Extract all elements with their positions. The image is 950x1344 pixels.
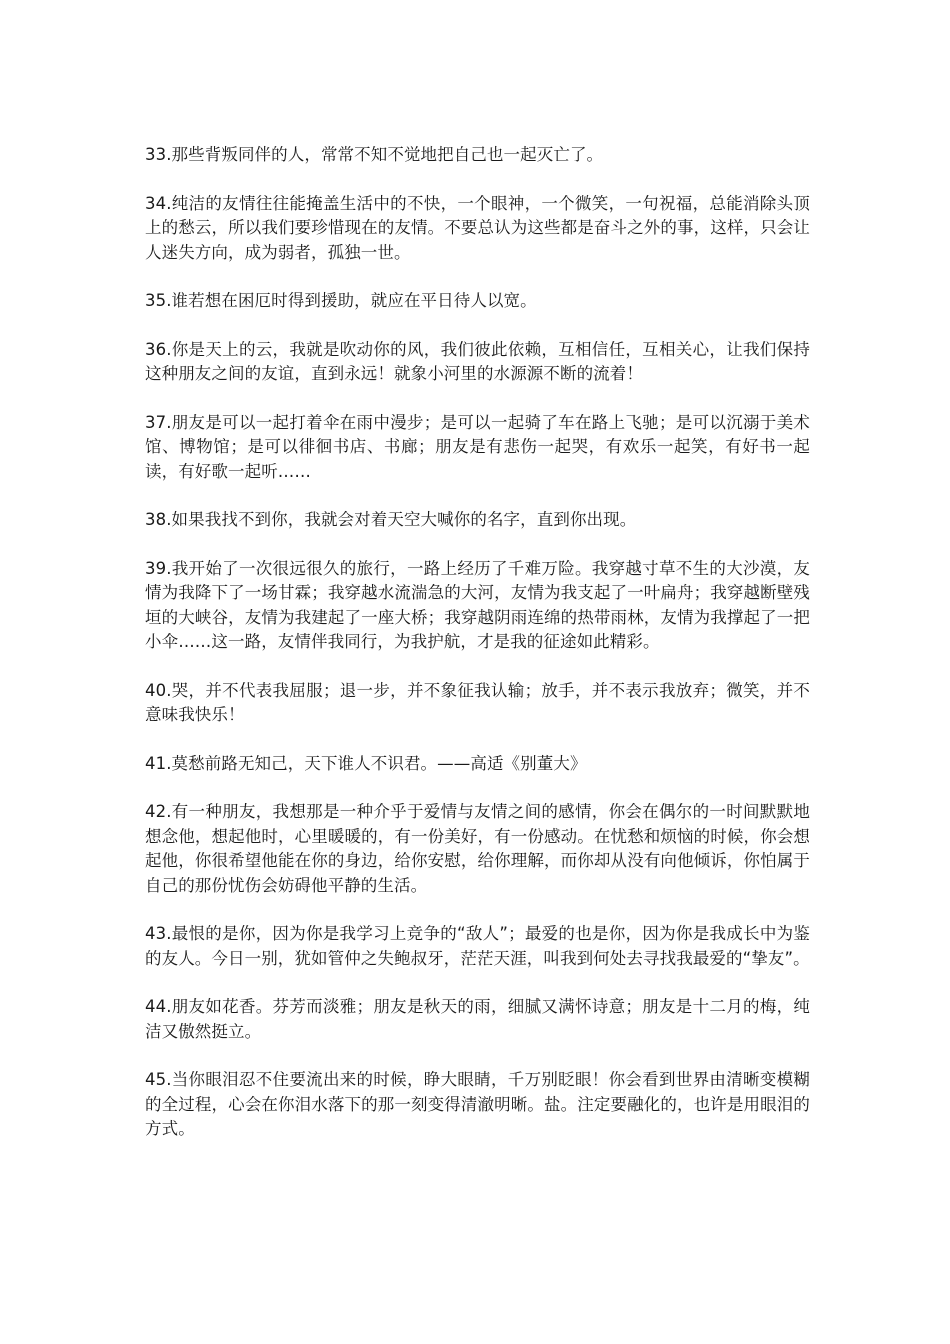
paragraph-35: 35.谁若想在困厄时得到援助，就应在平日待人以宽。 (145, 291, 537, 310)
paragraph-38: 38.如果我找不到你，我就会对着天空大喊你的名字，直到你出现。 (145, 510, 637, 529)
paragraph-45: 45.当你眼泪忍不住要流出来的时候，睁大眼睛，千万别眨眼！你会看到世界由清晰变模糊的全过程，心会在你泪水落下的那一刻变得清澈明晰。盐。注定要融化的，也许是用眼泪的方式。 (145, 1070, 810, 1138)
paragraph-41: 41.莫愁前路无知己，天下谁人不识君。——高适《别董大》 (145, 753, 587, 773)
paragraph-37: 37.朋友是可以一起打着伞在雨中漫步；是可以一起骑了车在路上飞驰；是可以沉溺于美术馆、博物馆；是可以徘徊书店、书廊；朋友是有悲伤一起哭，有欢乐一起笑，有好书一起读，有好歌一起听…… (145, 412, 810, 481)
document-page (145, 143, 810, 1166)
paragraph-34: 34.纯洁的友情往往能掩盖生活中的不快，一个眼神，一个微笑，一句祝福，总能消除头顶上的愁云，所以我们要珍惜现在的友情。不要总认为这些都是奋斗之外的事，这样，只会让人迷失方向，成为弱者，孤独一世。 (145, 193, 810, 262)
paragraph-36: 36.你是天上的云，我就是吹动你的风，我们彼此依赖，互相信任，互相关心，让我们保持这种朋友之间的友谊，直到永远！就象小河里的水源源不断的流着！ (145, 339, 810, 383)
paragraph-42: 42.有一种朋友，我想那是一种介乎于爱情与友情之间的感情，你会在偶尔的一时间默默地想念他，想起他时，心里暖暖的，有一份美好，有一份感动。在忧愁和烦恼的时候，你会想起他，你很希望他能在你的身边，给你安慰，给你理解，而你却从没有向他倾诉，你怕属于自己的那份忧伤会妨碍他平静的生活。 (145, 802, 810, 895)
paragraph-43: 43.最恨的是你，因为你是我学习上竞争的“敌人”；最爱的也是你，因为你是我成长中为鉴的友人。今日一别，犹如管仲之失鲍叔牙，茫茫天涯，叫我到何处去寻找我最爱的“挚友”。 (145, 924, 810, 968)
paragraph-39: 39.我开始了一次很远很久的旅行，一路上经历了千难万险。我穿越寸草不生的大沙漠，友情为我降下了一场甘霖；我穿越水流湍急的大河，友情为我支起了一叶扁舟；我穿越断壁残垣的大峡谷，友情为我建起了一座大桥；我穿越阴雨连绵的热带雨林，友情为我撑起了一把小伞……这一路，友情伴我同行，为我护航，才是我的征途如此精彩。 (145, 558, 810, 651)
paragraph-33: 33.那些背叛同伴的人，常常不知不觉地把自己也一起灭亡了。 (145, 145, 604, 164)
paragraph-44: 44.朋友如花香。芬芳而淡雅；朋友是秋天的雨，细腻又满怀诗意；朋友是十二月的梅，纯洁又傲然挺立。 (145, 997, 810, 1041)
paragraph-40: 40.哭，并不代表我屈服；退一步，并不象征我认输；放手，并不表示我放弃；微笑，并不意味我快乐！ (145, 680, 810, 724)
